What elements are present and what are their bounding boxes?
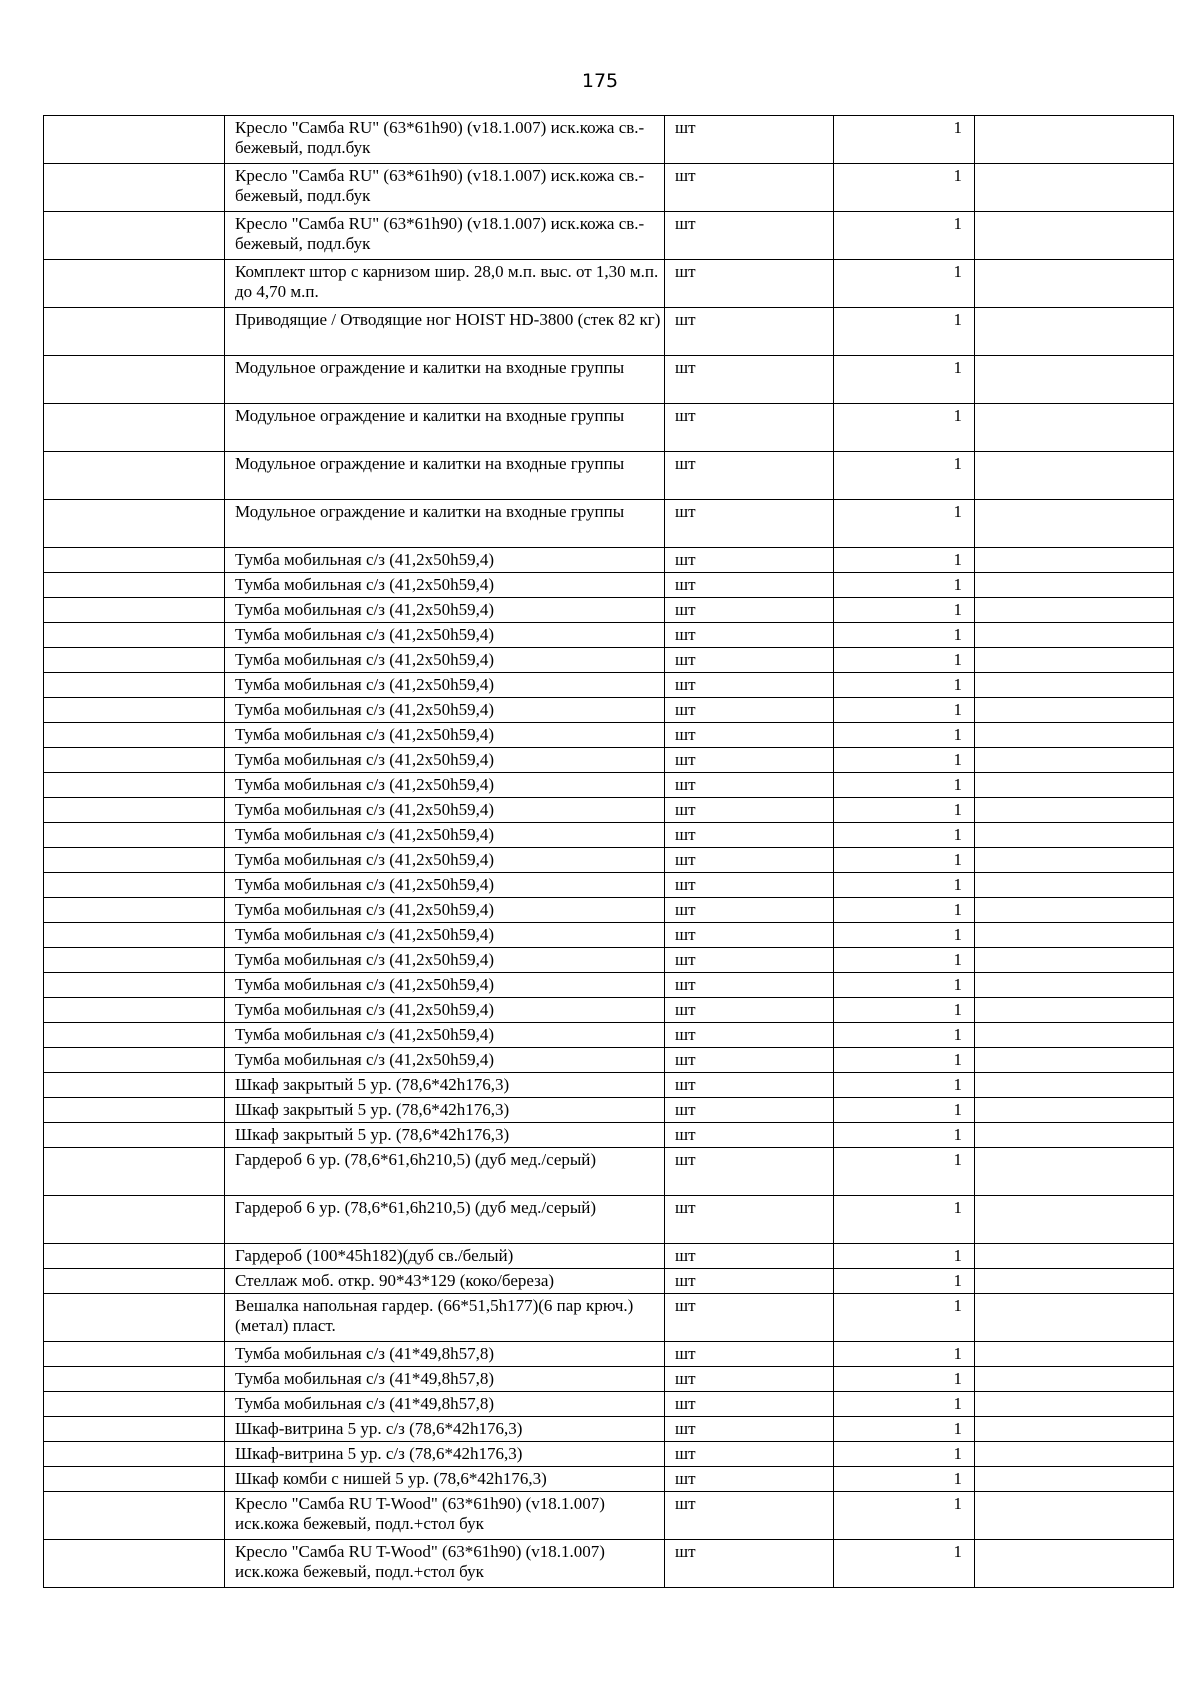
- cell-quantity: 1: [834, 452, 975, 500]
- cell-empty-right: [975, 548, 1174, 573]
- cell-empty-left: [44, 748, 225, 773]
- cell-unit: шт: [665, 404, 834, 452]
- cell-empty-right: [975, 1148, 1174, 1196]
- cell-quantity: 1: [834, 1196, 975, 1244]
- cell-empty-right: [975, 973, 1174, 998]
- cell-empty-right: [975, 898, 1174, 923]
- cell-quantity: 1: [834, 848, 975, 873]
- cell-empty-right: [975, 923, 1174, 948]
- cell-unit: шт: [665, 1392, 834, 1417]
- cell-empty-left: [44, 698, 225, 723]
- table-row: [44, 212, 1174, 260]
- cell-quantity: 1: [834, 1367, 975, 1392]
- cell-empty-right: [975, 1442, 1174, 1467]
- table-row: [44, 1342, 1174, 1367]
- cell-item-name: Вешалка напольная гардер. (66*51,5h177)(6 пар крюч.)(метал) пласт.: [225, 1294, 665, 1342]
- table-row: [44, 923, 1174, 948]
- cell-empty-right: [975, 356, 1174, 404]
- cell-item-name: Шкаф-витрина 5 ур. с/з (78,6*42h176,3): [225, 1417, 665, 1442]
- cell-unit: шт: [665, 164, 834, 212]
- table-row: [44, 1367, 1174, 1392]
- inventory-table-body: [44, 116, 1174, 1588]
- inventory-table: [43, 115, 1174, 1588]
- cell-empty-left: [44, 404, 225, 452]
- cell-item-name: Тумба мобильная с/з (41,2х50h59,4): [225, 823, 665, 848]
- cell-item-name: Шкаф-витрина 5 ур. с/з (78,6*42h176,3): [225, 1442, 665, 1467]
- cell-item-name: Тумба мобильная с/з (41,2х50h59,4): [225, 873, 665, 898]
- table-row: [44, 723, 1174, 748]
- cell-quantity: 1: [834, 998, 975, 1023]
- table-row: [44, 1540, 1174, 1588]
- cell-unit: шт: [665, 1417, 834, 1442]
- cell-empty-right: [975, 452, 1174, 500]
- cell-empty-left: [44, 1367, 225, 1392]
- cell-unit: шт: [665, 998, 834, 1023]
- table-row: [44, 898, 1174, 923]
- cell-empty-right: [975, 798, 1174, 823]
- cell-quantity: 1: [834, 773, 975, 798]
- cell-unit: шт: [665, 1294, 834, 1342]
- cell-unit: шт: [665, 356, 834, 404]
- cell-empty-left: [44, 1492, 225, 1540]
- cell-unit: шт: [665, 116, 834, 164]
- cell-empty-left: [44, 623, 225, 648]
- cell-empty-left: [44, 723, 225, 748]
- table-row: [44, 452, 1174, 500]
- cell-unit: шт: [665, 773, 834, 798]
- cell-empty-left: [44, 773, 225, 798]
- cell-quantity: 1: [834, 1148, 975, 1196]
- cell-empty-right: [975, 116, 1174, 164]
- cell-quantity: 1: [834, 798, 975, 823]
- cell-quantity: 1: [834, 1123, 975, 1148]
- cell-quantity: 1: [834, 1417, 975, 1442]
- cell-item-name: Тумба мобильная с/з (41,2х50h59,4): [225, 748, 665, 773]
- cell-empty-left: [44, 873, 225, 898]
- table-row: [44, 673, 1174, 698]
- cell-empty-right: [975, 848, 1174, 873]
- cell-empty-left: [44, 1540, 225, 1588]
- table-row: [44, 648, 1174, 673]
- cell-unit: шт: [665, 1442, 834, 1467]
- cell-item-name: Тумба мобильная с/з (41,2х50h59,4): [225, 598, 665, 623]
- cell-unit: шт: [665, 1123, 834, 1148]
- cell-empty-right: [975, 1467, 1174, 1492]
- cell-quantity: 1: [834, 1244, 975, 1269]
- table-row: [44, 1098, 1174, 1123]
- cell-empty-left: [44, 260, 225, 308]
- cell-empty-right: [975, 164, 1174, 212]
- cell-empty-left: [44, 1467, 225, 1492]
- table-row: [44, 848, 1174, 873]
- table-row: [44, 500, 1174, 548]
- cell-empty-right: [975, 698, 1174, 723]
- table-row: [44, 548, 1174, 573]
- cell-unit: шт: [665, 452, 834, 500]
- cell-item-name: Тумба мобильная с/з (41,2х50h59,4): [225, 1023, 665, 1048]
- table-row: [44, 798, 1174, 823]
- cell-item-name: Модульное ограждение и калитки на входные группы: [225, 356, 665, 404]
- table-row: [44, 1269, 1174, 1294]
- cell-item-name: Модульное ограждение и калитки на входные группы: [225, 452, 665, 500]
- cell-empty-right: [975, 948, 1174, 973]
- cell-quantity: 1: [834, 1442, 975, 1467]
- table-row: [44, 598, 1174, 623]
- cell-quantity: 1: [834, 404, 975, 452]
- cell-quantity: 1: [834, 973, 975, 998]
- cell-quantity: 1: [834, 500, 975, 548]
- table-row: [44, 748, 1174, 773]
- table-row: [44, 998, 1174, 1023]
- cell-quantity: 1: [834, 873, 975, 898]
- cell-item-name: Гардероб (100*45h182)(дуб св./белый): [225, 1244, 665, 1269]
- cell-empty-right: [975, 1123, 1174, 1148]
- cell-empty-left: [44, 998, 225, 1023]
- cell-empty-left: [44, 823, 225, 848]
- cell-empty-right: [975, 723, 1174, 748]
- cell-unit: шт: [665, 308, 834, 356]
- cell-quantity: 1: [834, 1073, 975, 1098]
- cell-empty-left: [44, 1269, 225, 1294]
- cell-quantity: 1: [834, 648, 975, 673]
- cell-unit: шт: [665, 948, 834, 973]
- cell-unit: шт: [665, 648, 834, 673]
- cell-unit: шт: [665, 1367, 834, 1392]
- cell-item-name: Кресло "Самба RU T-Wood" (63*61h90) (v18.1.007) иск.кожа бежевый, подл.+стол бук: [225, 1540, 665, 1588]
- cell-quantity: 1: [834, 923, 975, 948]
- table-row: [44, 164, 1174, 212]
- cell-item-name: Кресло "Самба RU" (63*61h90) (v18.1.007) иск.кожа св.-бежевый, подл.бук: [225, 164, 665, 212]
- cell-empty-right: [975, 648, 1174, 673]
- cell-quantity: 1: [834, 1467, 975, 1492]
- cell-item-name: Комплект штор с карнизом шир. 28,0 м.п. выс. от 1,30 м.п. до 4,70 м.п.: [225, 260, 665, 308]
- cell-item-name: Приводящие / Отводящие ног HOIST HD-3800 (стек 82 кг): [225, 308, 665, 356]
- cell-empty-left: [44, 1123, 225, 1148]
- cell-empty-left: [44, 673, 225, 698]
- cell-unit: шт: [665, 1073, 834, 1098]
- cell-item-name: Гардероб 6 ур. (78,6*61,6h210,5) (дуб мед./серый): [225, 1196, 665, 1244]
- cell-item-name: Тумба мобильная с/з (41,2х50h59,4): [225, 998, 665, 1023]
- cell-empty-left: [44, 1148, 225, 1196]
- cell-quantity: 1: [834, 623, 975, 648]
- cell-empty-right: [975, 1492, 1174, 1540]
- cell-empty-right: [975, 773, 1174, 798]
- cell-item-name: Тумба мобильная с/з (41,2х50h59,4): [225, 923, 665, 948]
- cell-quantity: 1: [834, 1540, 975, 1588]
- cell-quantity: 1: [834, 1098, 975, 1123]
- cell-empty-left: [44, 1073, 225, 1098]
- cell-quantity: 1: [834, 1023, 975, 1048]
- table-row: [44, 823, 1174, 848]
- cell-unit: шт: [665, 1244, 834, 1269]
- cell-empty-left: [44, 1417, 225, 1442]
- cell-item-name: Тумба мобильная с/з (41,2х50h59,4): [225, 723, 665, 748]
- cell-unit: шт: [665, 623, 834, 648]
- cell-item-name: Тумба мобильная с/з (41,2х50h59,4): [225, 948, 665, 973]
- cell-quantity: 1: [834, 1269, 975, 1294]
- cell-item-name: Тумба мобильная с/з (41,2х50h59,4): [225, 973, 665, 998]
- table-row: [44, 1294, 1174, 1342]
- cell-empty-right: [975, 1417, 1174, 1442]
- cell-empty-right: [975, 1244, 1174, 1269]
- cell-empty-left: [44, 1196, 225, 1244]
- cell-item-name: Тумба мобильная с/з (41*49,8h57,8): [225, 1392, 665, 1417]
- table-row: [44, 573, 1174, 598]
- cell-empty-left: [44, 1244, 225, 1269]
- cell-item-name: Тумба мобильная с/з (41,2х50h59,4): [225, 1048, 665, 1073]
- cell-unit: шт: [665, 548, 834, 573]
- cell-unit: шт: [665, 1342, 834, 1367]
- table-row: [44, 308, 1174, 356]
- cell-quantity: 1: [834, 356, 975, 404]
- cell-quantity: 1: [834, 1342, 975, 1367]
- table-row: [44, 1148, 1174, 1196]
- cell-empty-right: [975, 823, 1174, 848]
- cell-unit: шт: [665, 873, 834, 898]
- cell-quantity: 1: [834, 1294, 975, 1342]
- cell-quantity: 1: [834, 723, 975, 748]
- cell-empty-left: [44, 308, 225, 356]
- cell-empty-right: [975, 1367, 1174, 1392]
- cell-item-name: Тумба мобильная с/з (41,2х50h59,4): [225, 673, 665, 698]
- cell-empty-left: [44, 500, 225, 548]
- cell-unit: шт: [665, 500, 834, 548]
- cell-empty-left: [44, 898, 225, 923]
- cell-unit: шт: [665, 1269, 834, 1294]
- table-row: [44, 623, 1174, 648]
- cell-empty-left: [44, 598, 225, 623]
- cell-quantity: 1: [834, 673, 975, 698]
- cell-empty-left: [44, 164, 225, 212]
- cell-empty-left: [44, 452, 225, 500]
- cell-quantity: 1: [834, 164, 975, 212]
- table-row: [44, 1196, 1174, 1244]
- cell-empty-left: [44, 1442, 225, 1467]
- cell-empty-left: [44, 356, 225, 404]
- cell-quantity: 1: [834, 748, 975, 773]
- table-row: [44, 1467, 1174, 1492]
- cell-empty-left: [44, 973, 225, 998]
- cell-item-name: Тумба мобильная с/з (41,2х50h59,4): [225, 698, 665, 723]
- table-row: [44, 698, 1174, 723]
- cell-unit: шт: [665, 748, 834, 773]
- cell-empty-right: [975, 1023, 1174, 1048]
- cell-unit: шт: [665, 1023, 834, 1048]
- table-row: [44, 973, 1174, 998]
- cell-unit: шт: [665, 1467, 834, 1492]
- cell-item-name: Стеллаж моб. откр. 90*43*129 (коко/береза): [225, 1269, 665, 1294]
- cell-quantity: 1: [834, 698, 975, 723]
- cell-quantity: 1: [834, 823, 975, 848]
- cell-unit: шт: [665, 1492, 834, 1540]
- cell-empty-left: [44, 1342, 225, 1367]
- cell-empty-left: [44, 648, 225, 673]
- cell-item-name: Тумба мобильная с/з (41,2х50h59,4): [225, 573, 665, 598]
- table-row: [44, 1123, 1174, 1148]
- table-row: [44, 1442, 1174, 1467]
- cell-unit: шт: [665, 1048, 834, 1073]
- table-row: [44, 1023, 1174, 1048]
- cell-empty-right: [975, 598, 1174, 623]
- cell-empty-left: [44, 923, 225, 948]
- cell-unit: шт: [665, 823, 834, 848]
- cell-quantity: 1: [834, 948, 975, 973]
- cell-item-name: Модульное ограждение и калитки на входные группы: [225, 500, 665, 548]
- cell-empty-left: [44, 1048, 225, 1073]
- cell-unit: шт: [665, 673, 834, 698]
- cell-unit: шт: [665, 898, 834, 923]
- cell-item-name: Тумба мобильная с/з (41,2х50h59,4): [225, 623, 665, 648]
- cell-unit: шт: [665, 973, 834, 998]
- cell-unit: шт: [665, 798, 834, 823]
- cell-empty-right: [975, 212, 1174, 260]
- cell-unit: шт: [665, 573, 834, 598]
- cell-item-name: Тумба мобильная с/з (41*49,8h57,8): [225, 1367, 665, 1392]
- table-row: [44, 773, 1174, 798]
- cell-item-name: Тумба мобильная с/з (41*49,8h57,8): [225, 1342, 665, 1367]
- cell-item-name: Тумба мобильная с/з (41,2х50h59,4): [225, 548, 665, 573]
- cell-empty-right: [975, 998, 1174, 1023]
- cell-empty-right: [975, 623, 1174, 648]
- cell-item-name: Гардероб 6 ур. (78,6*61,6h210,5) (дуб мед./серый): [225, 1148, 665, 1196]
- cell-empty-left: [44, 1023, 225, 1048]
- cell-empty-right: [975, 1098, 1174, 1123]
- cell-empty-right: [975, 1048, 1174, 1073]
- cell-item-name: Кресло "Самба RU" (63*61h90) (v18.1.007) иск.кожа св.-бежевый, подл.бук: [225, 116, 665, 164]
- table-row: [44, 1244, 1174, 1269]
- cell-empty-right: [975, 308, 1174, 356]
- cell-empty-left: [44, 548, 225, 573]
- cell-empty-left: [44, 798, 225, 823]
- cell-empty-right: [975, 748, 1174, 773]
- cell-empty-right: [975, 1342, 1174, 1367]
- cell-unit: шт: [665, 212, 834, 260]
- cell-empty-left: [44, 573, 225, 598]
- cell-item-name: Тумба мобильная с/з (41,2х50h59,4): [225, 648, 665, 673]
- cell-empty-right: [975, 1073, 1174, 1098]
- cell-quantity: 1: [834, 116, 975, 164]
- cell-item-name: Тумба мобильная с/з (41,2х50h59,4): [225, 898, 665, 923]
- cell-unit: шт: [665, 598, 834, 623]
- cell-empty-right: [975, 1392, 1174, 1417]
- cell-quantity: 1: [834, 548, 975, 573]
- table-row: [44, 1417, 1174, 1442]
- cell-empty-right: [975, 1196, 1174, 1244]
- cell-quantity: 1: [834, 1392, 975, 1417]
- cell-unit: шт: [665, 1098, 834, 1123]
- table-row: [44, 1048, 1174, 1073]
- cell-unit: шт: [665, 698, 834, 723]
- cell-unit: шт: [665, 1540, 834, 1588]
- table-row: [44, 116, 1174, 164]
- cell-unit: шт: [665, 260, 834, 308]
- cell-empty-left: [44, 948, 225, 973]
- cell-unit: шт: [665, 1148, 834, 1196]
- cell-unit: шт: [665, 723, 834, 748]
- cell-empty-right: [975, 573, 1174, 598]
- cell-quantity: 1: [834, 1048, 975, 1073]
- cell-item-name: Шкаф закрытый 5 ур. (78,6*42h176,3): [225, 1098, 665, 1123]
- cell-empty-right: [975, 673, 1174, 698]
- table-row: [44, 260, 1174, 308]
- cell-quantity: 1: [834, 598, 975, 623]
- cell-quantity: 1: [834, 898, 975, 923]
- table-row: [44, 1073, 1174, 1098]
- cell-item-name: Шкаф комби с нишей 5 ур. (78,6*42h176,3): [225, 1467, 665, 1492]
- cell-item-name: Тумба мобильная с/з (41,2х50h59,4): [225, 773, 665, 798]
- cell-empty-left: [44, 116, 225, 164]
- cell-empty-right: [975, 404, 1174, 452]
- table-row: [44, 948, 1174, 973]
- cell-unit: шт: [665, 848, 834, 873]
- cell-item-name: Кресло "Самба RU T-Wood" (63*61h90) (v18.1.007) иск.кожа бежевый, подл.+стол бук: [225, 1492, 665, 1540]
- cell-quantity: 1: [834, 260, 975, 308]
- table-row: [44, 1492, 1174, 1540]
- cell-item-name: Шкаф закрытый 5 ур. (78,6*42h176,3): [225, 1073, 665, 1098]
- cell-item-name: Тумба мобильная с/з (41,2х50h59,4): [225, 798, 665, 823]
- cell-unit: шт: [665, 923, 834, 948]
- cell-item-name: Модульное ограждение и калитки на входные группы: [225, 404, 665, 452]
- cell-item-name: Тумба мобильная с/з (41,2х50h59,4): [225, 848, 665, 873]
- cell-unit: шт: [665, 1196, 834, 1244]
- cell-empty-right: [975, 1294, 1174, 1342]
- table-row: [44, 1392, 1174, 1417]
- cell-empty-left: [44, 212, 225, 260]
- table-row: [44, 404, 1174, 452]
- cell-empty-left: [44, 1392, 225, 1417]
- table-row: [44, 356, 1174, 404]
- cell-empty-left: [44, 1294, 225, 1342]
- cell-empty-right: [975, 873, 1174, 898]
- cell-empty-right: [975, 500, 1174, 548]
- table-row: [44, 873, 1174, 898]
- cell-empty-left: [44, 848, 225, 873]
- cell-empty-right: [975, 1269, 1174, 1294]
- cell-quantity: 1: [834, 308, 975, 356]
- cell-quantity: 1: [834, 573, 975, 598]
- cell-quantity: 1: [834, 1492, 975, 1540]
- cell-item-name: Шкаф закрытый 5 ур. (78,6*42h176,3): [225, 1123, 665, 1148]
- cell-quantity: 1: [834, 212, 975, 260]
- cell-empty-right: [975, 260, 1174, 308]
- cell-empty-left: [44, 1098, 225, 1123]
- cell-item-name: Кресло "Самба RU" (63*61h90) (v18.1.007) иск.кожа св.-бежевый, подл.бук: [225, 212, 665, 260]
- page-number: 175: [581, 70, 619, 92]
- cell-empty-right: [975, 1540, 1174, 1588]
